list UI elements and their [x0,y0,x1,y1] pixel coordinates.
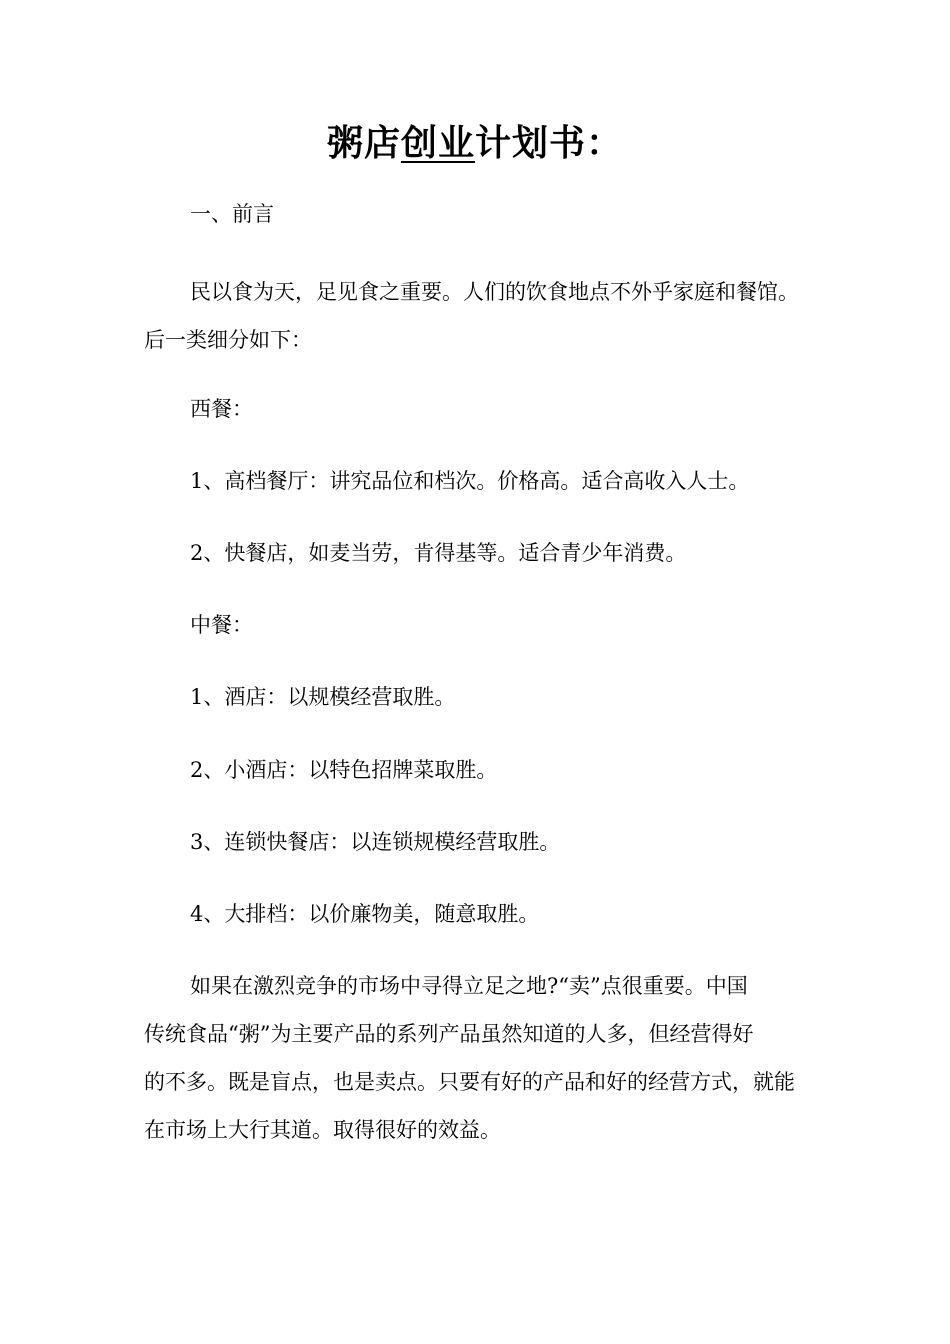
closing-line-4: 在市场上大行其道。取得很好的效益。 [144,1118,501,1142]
closing-line-3: 的不多。既是盲点，也是卖点。只要有好的产品和好的经营方式，就能 [144,1070,795,1094]
chinese-heading: 中餐： [190,613,253,637]
title-part-2: 计划书： [475,122,624,164]
chinese-item-1: 1、酒店：以规模经营取胜。 [190,685,456,709]
title-part-1: 粥店 [326,122,401,164]
intro-paragraph [144,268,814,364]
intro-line-1: 民以食为天，足见食之重要。人们的饮食地点不外乎家庭和餐馆。 [190,280,799,304]
chinese-item-3: 3、连锁快餐店：以连锁规模经营取胜。 [190,830,561,854]
closing-line-1: 如果在激烈竞争的市场中寻得立足之地?“卖”点很重要。中国 [190,974,748,998]
western-heading: 西餐： [190,397,253,421]
section-heading: 一、前言 [190,202,274,226]
chinese-item-4: 4、大排档：以价廉物美，随意取胜。 [190,902,540,926]
western-item-2: 2、快餐店，如麦当劳，肯得基等。适合青少年消费。 [190,541,687,565]
closing-line-2: 传统食品“粥”为主要产品的系列产品虽然知道的人多，但经营得好 [144,1022,754,1046]
western-item-1: 1、高档餐厅：讲究品位和档次。价格高。适合高收入人士。 [190,469,750,493]
closing-paragraph [144,962,814,1154]
chinese-item-2: 2、小酒店：以特色招牌菜取胜。 [190,758,498,782]
document-title [0,118,950,168]
title-underlined-word: 创业 [400,122,475,164]
intro-line-2: 后一类细分如下： [144,328,312,352]
